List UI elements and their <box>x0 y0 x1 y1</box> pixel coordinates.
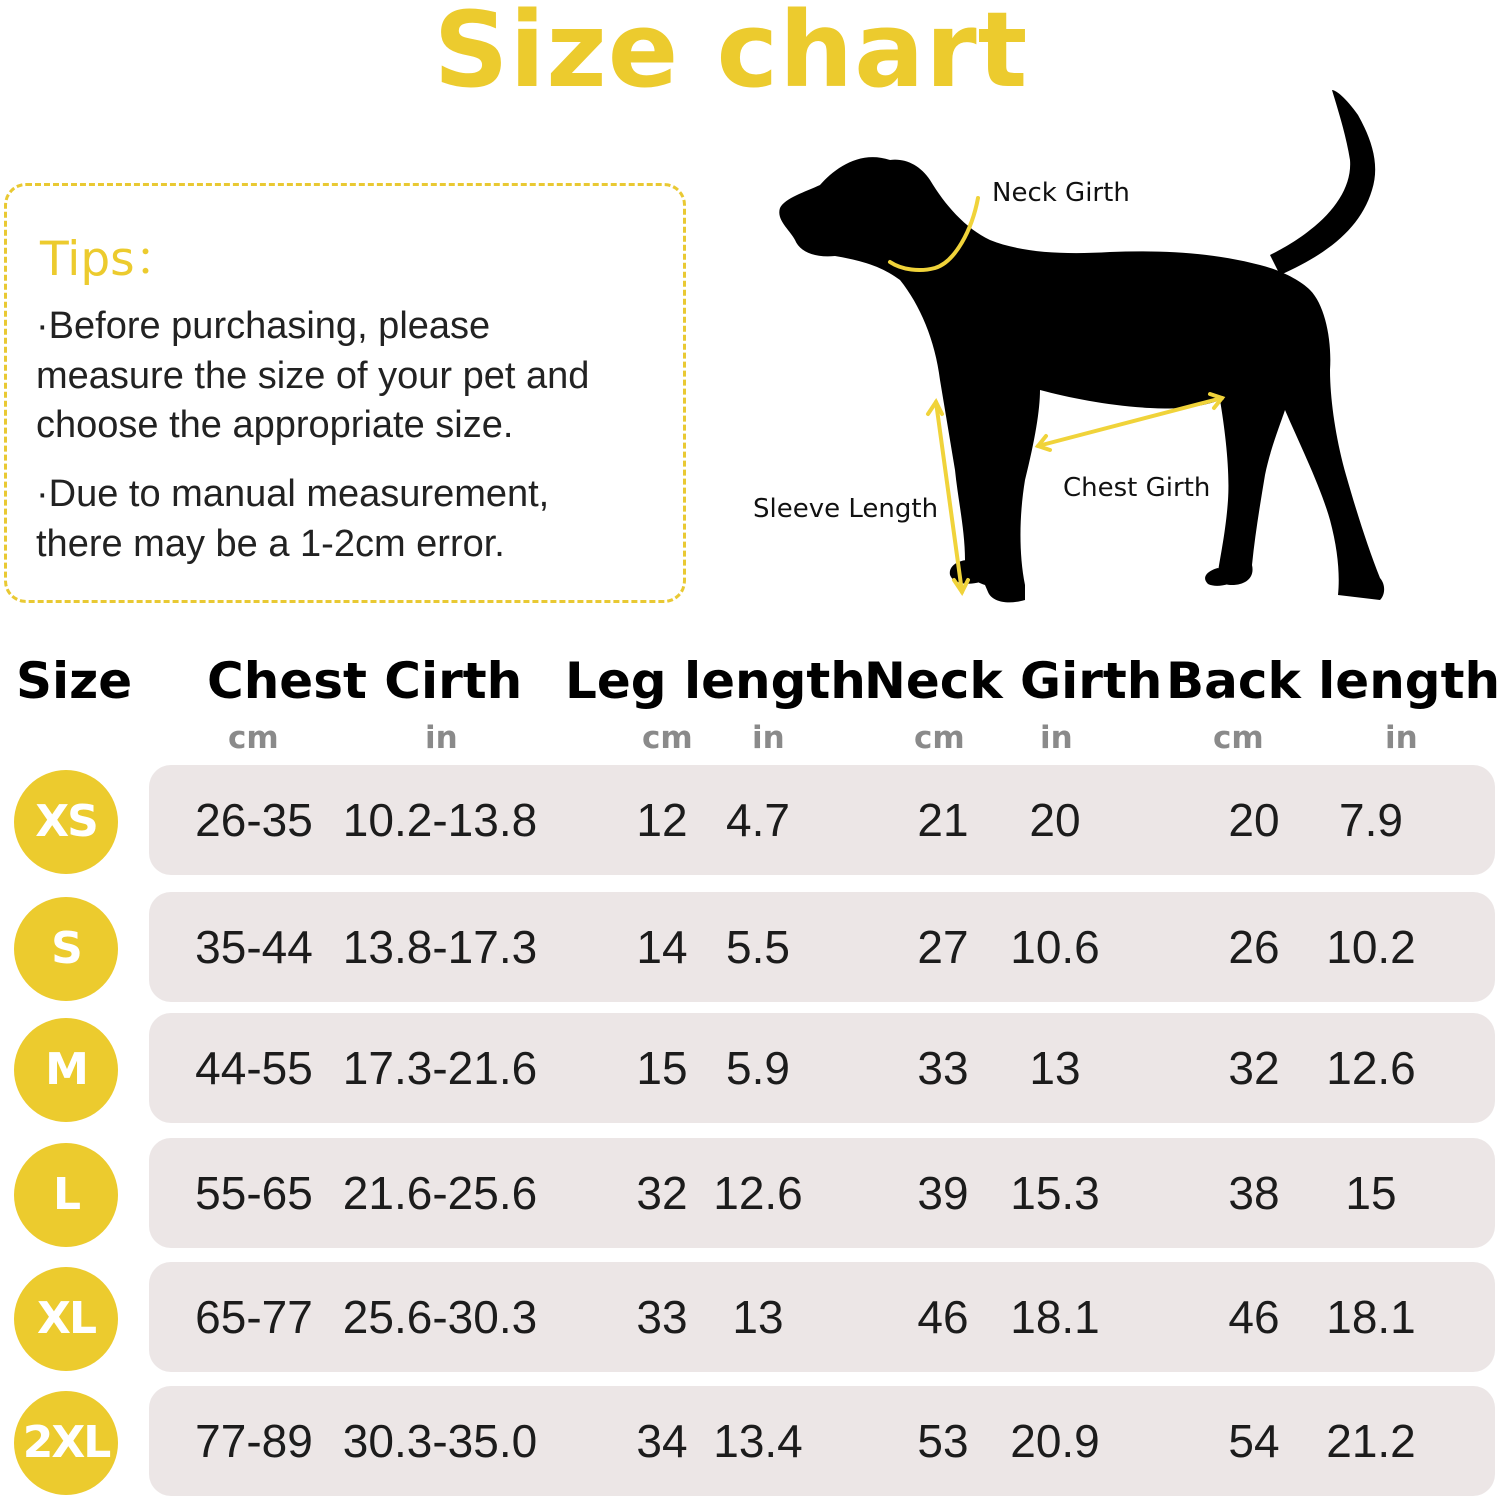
table-cell: 13 <box>1029 1042 1081 1094</box>
table-cell: 25.6-30.3 <box>342 1291 538 1343</box>
table-cell: 39 <box>917 1167 969 1219</box>
table-cell: 17.3-21.6 <box>342 1042 538 1094</box>
table-cell: 21.2 <box>1326 1415 1416 1467</box>
header-neck: Neck Girth <box>864 652 1163 710</box>
table-cell: 15.3 <box>1010 1167 1100 1219</box>
tip-2-line-2: there may be a 1-2cm error. <box>36 522 505 565</box>
table-cell: 44-55 <box>195 1042 313 1094</box>
table-cell: 5.9 <box>726 1042 790 1094</box>
size-badge: XL <box>14 1267 118 1371</box>
table-cell: 7.9 <box>1339 794 1403 846</box>
chest-girth-label: Chest Girth <box>1063 473 1211 503</box>
tip-1-line-2: measure the size of your pet and <box>36 354 590 397</box>
table-cell: 14 <box>636 921 688 973</box>
table-cell: 12.6 <box>1326 1042 1416 1094</box>
table-cell: 18.1 <box>1326 1291 1416 1343</box>
dog-silhouette <box>779 90 1384 602</box>
size-badge: L <box>14 1143 118 1247</box>
unit-leg-in: in <box>752 720 785 756</box>
table-cell: 10.2 <box>1326 921 1416 973</box>
table-cell: 15 <box>636 1042 688 1094</box>
neck-girth-label: Neck Girth <box>992 178 1130 208</box>
table-cell: 33 <box>636 1291 688 1343</box>
size-badge: 2XL <box>14 1391 118 1495</box>
table-cell: 4.7 <box>726 794 790 846</box>
table-cell: 13.4 <box>713 1415 803 1467</box>
table-cell: 13.8-17.3 <box>342 921 538 973</box>
header-chest: Chest Cirth <box>207 652 523 710</box>
table-cell: 26 <box>1228 921 1280 973</box>
table-cell: 13 <box>732 1291 784 1343</box>
tip-2 <box>36 470 549 569</box>
table-cell: 46 <box>917 1291 969 1343</box>
tip-2-line-1: ·Due to manual measurement, <box>36 473 550 515</box>
unit-neck-cm: cm <box>914 720 965 756</box>
table-cell: 30.3-35.0 <box>342 1415 538 1467</box>
table-cell: 53 <box>917 1415 969 1467</box>
table-cell: 54 <box>1228 1415 1280 1467</box>
table-cell: 38 <box>1228 1167 1280 1219</box>
unit-chest-in: in <box>425 720 458 756</box>
table-cell: 32 <box>636 1167 688 1219</box>
table-cell: 46 <box>1228 1291 1280 1343</box>
table-cell: 10.6 <box>1010 921 1100 973</box>
unit-chest-cm: cm <box>228 720 279 756</box>
table-cell: 15 <box>1345 1167 1397 1219</box>
table-cell: 65-77 <box>195 1291 313 1343</box>
table-cell: 18.1 <box>1010 1291 1100 1343</box>
table-cell: 20.9 <box>1010 1415 1100 1467</box>
table-cell: 21.6-25.6 <box>342 1167 538 1219</box>
unit-neck-in: in <box>1040 720 1073 756</box>
tip-1-line-3: choose the appropriate size. <box>36 404 514 446</box>
table-cell: 12 <box>636 794 688 846</box>
size-badge: M <box>14 1018 118 1122</box>
table-cell: 21 <box>917 794 969 846</box>
tips-heading: Tips： <box>40 232 182 287</box>
table-cell: 77-89 <box>195 1415 313 1467</box>
unit-back-in: in <box>1385 720 1418 756</box>
table-cell: 32 <box>1228 1042 1280 1094</box>
table-cell: 33 <box>917 1042 969 1094</box>
sleeve-length-label: Sleeve Length <box>753 494 939 524</box>
unit-back-cm: cm <box>1213 720 1264 756</box>
table-cell: 34 <box>636 1415 688 1467</box>
table-cell: 20 <box>1029 794 1081 846</box>
page-title: Size chart <box>433 0 1029 111</box>
table-cell: 20 <box>1228 794 1280 846</box>
tip-1-line-1: ·Before purchasing, please <box>36 305 491 347</box>
table-cell: 26-35 <box>195 794 313 846</box>
size-badge: S <box>14 897 118 1001</box>
tip-1 <box>36 302 589 451</box>
size-badge: XS <box>14 770 118 874</box>
dog-measurement-diagram <box>740 80 1440 620</box>
table-cell: 5.5 <box>726 921 790 973</box>
table-cell: 35-44 <box>195 921 313 973</box>
table-cell: 27 <box>917 921 969 973</box>
header-size: Size <box>16 652 133 710</box>
table-cell: 10.2-13.8 <box>342 794 538 846</box>
header-back: Back length <box>1166 652 1500 710</box>
unit-leg-cm: cm <box>642 720 693 756</box>
table-cell: 12.6 <box>713 1167 803 1219</box>
table-cell: 55-65 <box>195 1167 313 1219</box>
header-leg: Leg length <box>565 652 866 710</box>
